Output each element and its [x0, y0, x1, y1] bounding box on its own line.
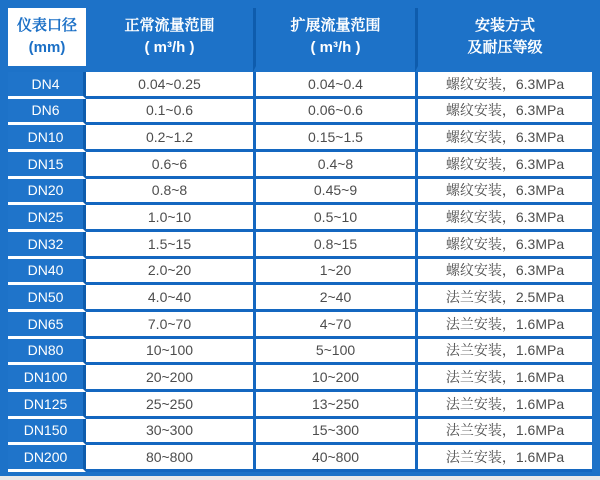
extended-flow-cell: 0.45~9 — [253, 179, 415, 206]
normal-flow-cell: 1.0~10 — [86, 205, 253, 232]
normal-flow-cell: 30~300 — [86, 419, 253, 446]
table-row — [8, 179, 592, 206]
installation-cell: 螺纹安装，6.3MPa — [415, 179, 592, 206]
diameter-cell: DN15 — [8, 152, 86, 179]
normal-flow-cell: 1.5~15 — [86, 232, 253, 259]
header-installation-title: 安装方式 — [474, 17, 535, 35]
extended-flow-cell: 1~20 — [253, 259, 415, 286]
extended-flow-cell: 0.15~1.5 — [253, 125, 415, 152]
extended-flow-cell: 0.04~0.4 — [253, 72, 415, 99]
header-diameter-unit: (mm) — [28, 39, 66, 56]
header-normal-flow-unit: ( m³/h ) — [144, 39, 195, 56]
table-row — [8, 72, 592, 99]
table-header — [8, 8, 592, 72]
header-extended-flow-unit: ( m³/h ) — [310, 39, 361, 56]
installation-cell: 螺纹安装，6.3MPa — [415, 205, 592, 232]
installation-cell: 螺纹安装，6.3MPa — [415, 152, 592, 179]
installation-cell: 法兰安装，1.6MPa — [415, 312, 592, 339]
normal-flow-cell: 0.8~8 — [86, 179, 253, 206]
table-row — [8, 445, 592, 472]
bottom-shadow — [0, 476, 600, 480]
header-normal-flow-title: 正常流量范围 — [124, 17, 215, 35]
header-diameter-title: 仪表口径 — [16, 17, 77, 35]
normal-flow-cell: 2.0~20 — [86, 259, 253, 286]
table-row — [8, 312, 592, 339]
extended-flow-cell: 0.5~10 — [253, 205, 415, 232]
installation-cell: 法兰安装，1.6MPa — [415, 419, 592, 446]
diameter-cell: DN25 — [8, 205, 86, 232]
installation-cell: 螺纹安装，6.3MPa — [415, 259, 592, 286]
diameter-cell: DN80 — [8, 339, 86, 366]
table-row — [8, 205, 592, 232]
header-normal-flow — [86, 8, 253, 72]
normal-flow-cell: 4.0~40 — [86, 285, 253, 312]
normal-flow-cell: 0.2~1.2 — [86, 125, 253, 152]
extended-flow-cell: 0.8~15 — [253, 232, 415, 259]
installation-cell: 螺纹安装，6.3MPa — [415, 99, 592, 126]
diameter-cell: DN10 — [8, 125, 86, 152]
table-row — [8, 392, 592, 419]
table-row — [8, 232, 592, 259]
header-row — [8, 8, 592, 72]
table-row — [8, 365, 592, 392]
table-row — [8, 259, 592, 286]
diameter-cell: DN200 — [8, 445, 86, 472]
flow-meter-spec-table — [8, 8, 592, 472]
extended-flow-cell: 4~70 — [253, 312, 415, 339]
extended-flow-cell: 2~40 — [253, 285, 415, 312]
installation-cell: 法兰安装，2.5MPa — [415, 285, 592, 312]
normal-flow-cell: 10~100 — [86, 339, 253, 366]
table-row — [8, 125, 592, 152]
normal-flow-cell: 25~250 — [86, 392, 253, 419]
diameter-cell: DN50 — [8, 285, 86, 312]
diameter-cell: DN125 — [8, 392, 86, 419]
installation-cell: 法兰安装，1.6MPa — [415, 445, 592, 472]
table-row — [8, 152, 592, 179]
diameter-cell: DN65 — [8, 312, 86, 339]
extended-flow-cell: 40~800 — [253, 445, 415, 472]
extended-flow-cell: 0.06~0.6 — [253, 99, 415, 126]
diameter-cell: DN20 — [8, 179, 86, 206]
diameter-cell: DN100 — [8, 365, 86, 392]
normal-flow-cell: 7.0~70 — [86, 312, 253, 339]
normal-flow-cell: 0.04~0.25 — [86, 72, 253, 99]
extended-flow-cell: 15~300 — [253, 419, 415, 446]
diameter-cell: DN4 — [8, 72, 86, 99]
diameter-cell: DN6 — [8, 99, 86, 126]
header-installation-sub: 及耐压等级 — [467, 39, 543, 56]
installation-cell: 螺纹安装，6.3MPa — [415, 72, 592, 99]
installation-cell: 螺纹安装，6.3MPa — [415, 125, 592, 152]
header-extended-flow — [253, 8, 415, 72]
header-installation — [415, 8, 592, 72]
diameter-cell: DN40 — [8, 259, 86, 286]
table-row — [8, 419, 592, 446]
normal-flow-cell: 80~800 — [86, 445, 253, 472]
installation-cell: 法兰安装，1.6MPa — [415, 392, 592, 419]
table-row — [8, 339, 592, 366]
normal-flow-cell: 20~200 — [86, 365, 253, 392]
extended-flow-cell: 10~200 — [253, 365, 415, 392]
installation-cell: 螺纹安装，6.3MPa — [415, 232, 592, 259]
normal-flow-cell: 0.1~0.6 — [86, 99, 253, 126]
installation-cell: 法兰安装，1.6MPa — [415, 339, 592, 366]
extended-flow-cell: 13~250 — [253, 392, 415, 419]
extended-flow-cell: 0.4~8 — [253, 152, 415, 179]
extended-flow-cell: 5~100 — [253, 339, 415, 366]
table-body — [8, 72, 592, 472]
header-diameter — [8, 8, 86, 72]
header-extended-flow-title: 扩展流量范围 — [290, 17, 381, 35]
installation-cell: 法兰安装，1.6MPa — [415, 365, 592, 392]
diameter-cell: DN150 — [8, 419, 86, 446]
normal-flow-cell: 0.6~6 — [86, 152, 253, 179]
diameter-cell: DN32 — [8, 232, 86, 259]
table-row — [8, 99, 592, 126]
table-row — [8, 285, 592, 312]
